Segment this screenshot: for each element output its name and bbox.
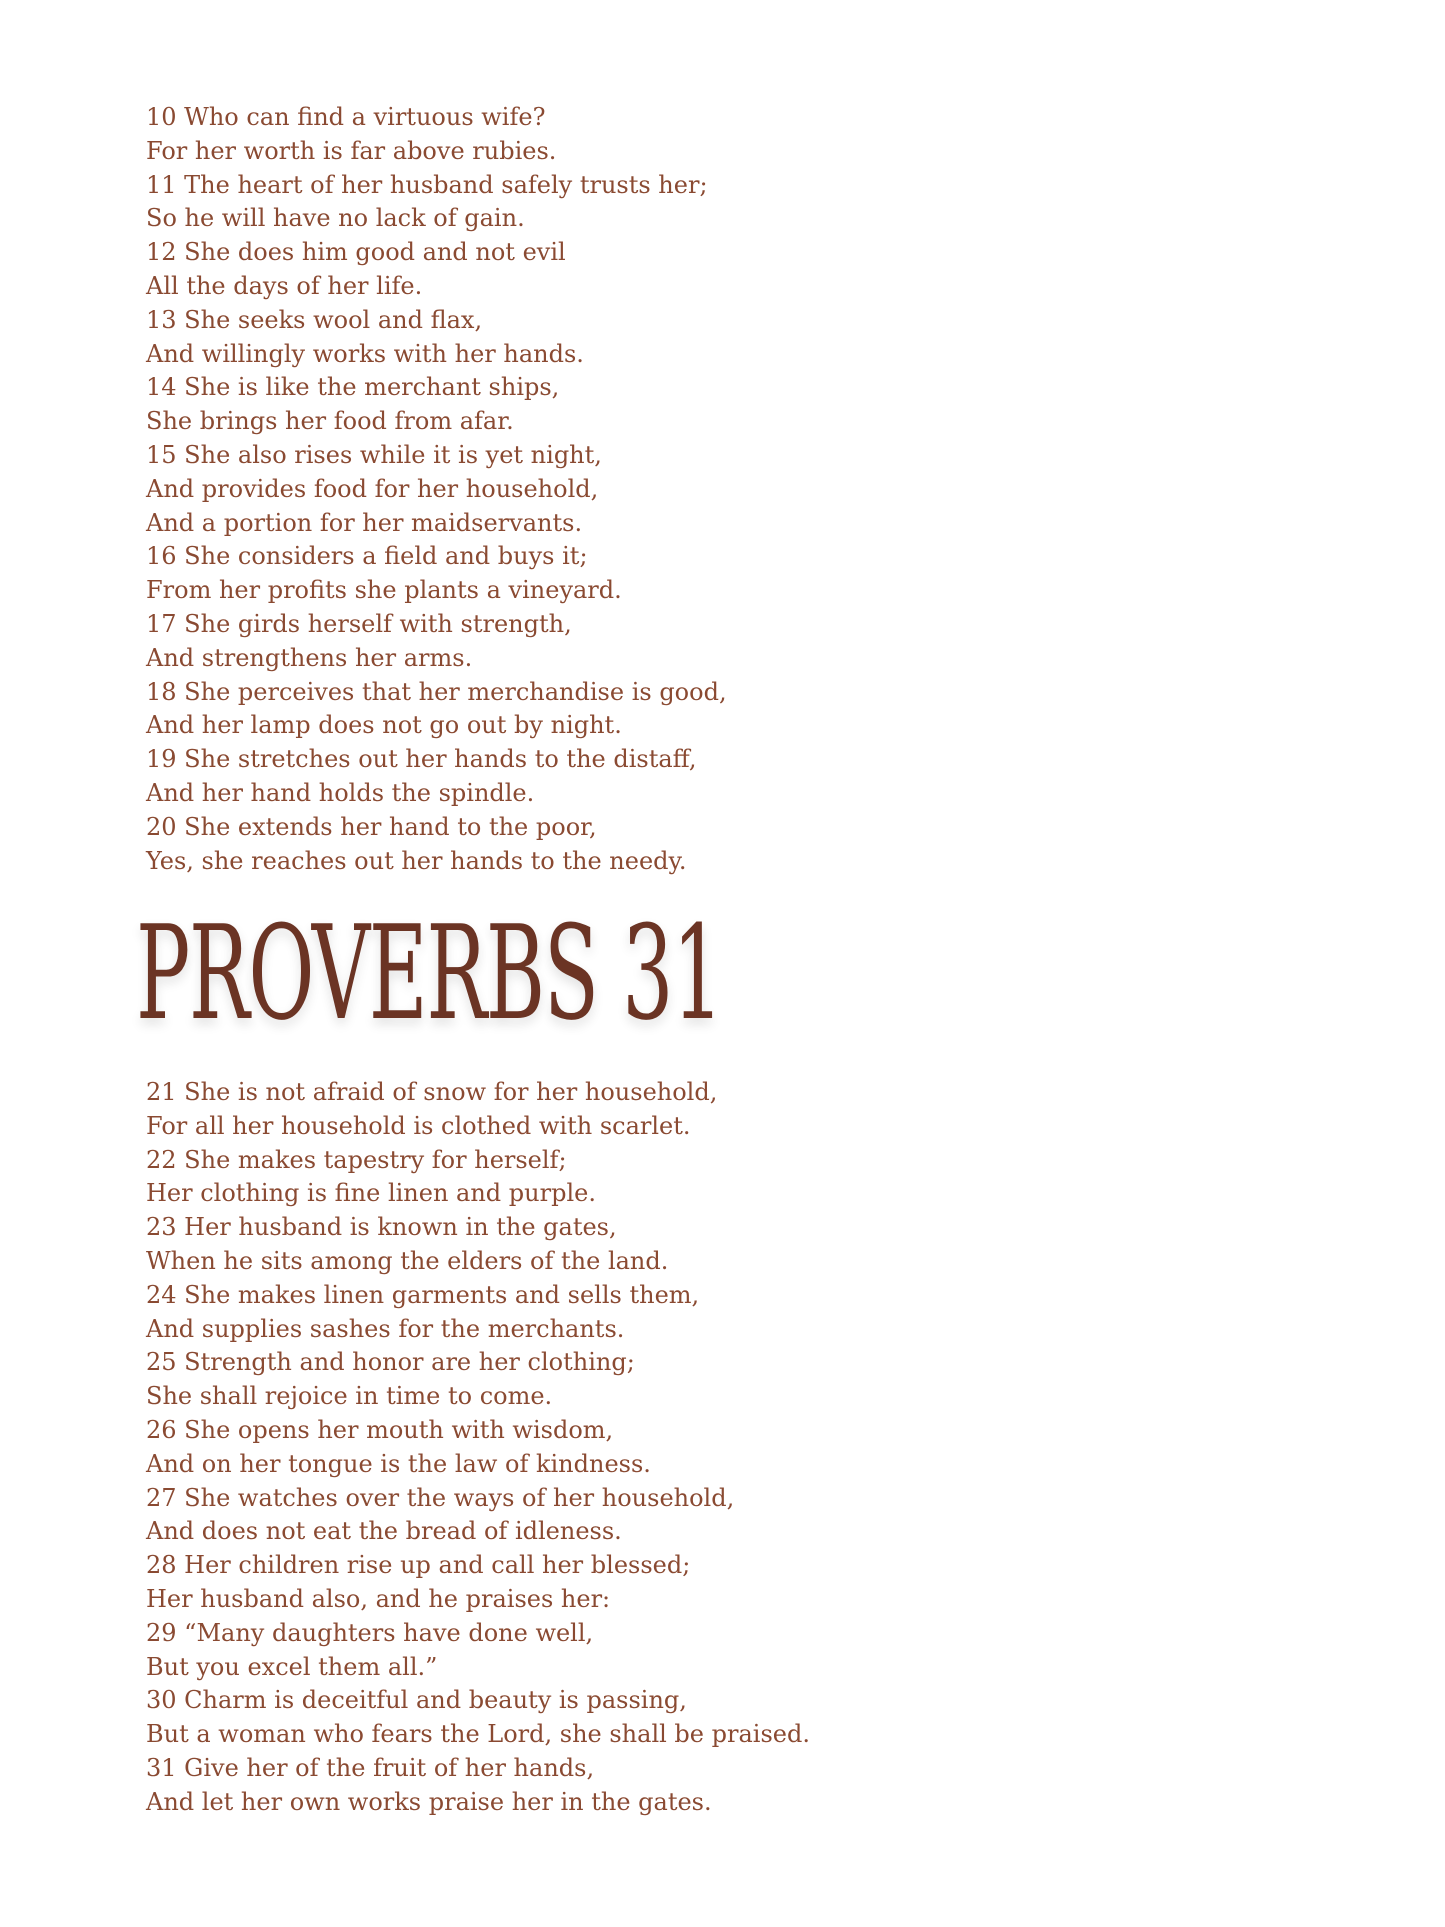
verse-line: 23 Her husband is known in the gates, <box>146 1213 617 1242</box>
verse-line: 20 She extends her hand to the poor, <box>146 812 597 841</box>
verse-line: 13 She seeks wool and flax, <box>146 305 483 334</box>
verse-line: Yes, she reaches out her hands to the needy. <box>146 846 687 875</box>
verse-line: 11 The heart of her husband safely trusts her; <box>146 170 708 199</box>
verse-line: 21 She is not afraid of snow for her household, <box>146 1078 718 1106</box>
verse-line: 27 She watches over the ways of her household, <box>146 1483 735 1512</box>
verse-line: 14 She is like the merchant ships, <box>146 373 560 402</box>
verse-line: And provides food for her household, <box>146 474 599 503</box>
verse-line: From her profits she plants a vineyard. <box>146 576 622 605</box>
verse-line: Her husband also, and he praises her: <box>146 1584 611 1613</box>
verse-line: 26 She opens her mouth with wisdom, <box>146 1415 614 1444</box>
verse-line: When he sits among the elders of the land. <box>146 1246 669 1275</box>
verse-line: 30 Charm is deceitful and beauty is passing, <box>146 1686 687 1715</box>
verse-line: And does not eat the bread of idleness. <box>146 1517 622 1546</box>
verse-line: 28 Her children rise up and call her blessed; <box>146 1551 691 1580</box>
verse-line: And on her tongue is the law of kindness. <box>146 1449 651 1478</box>
verse-line: 22 She makes tapestry for herself; <box>146 1145 567 1174</box>
page-title: PROVERBS 31 <box>136 897 723 1049</box>
verse-line: 18 She perceives that her merchandise is good, <box>146 677 727 706</box>
verse-line: But you excel them all.” <box>146 1652 438 1681</box>
verse-line: And strengthens her arms. <box>146 643 473 672</box>
verse-line: 24 She makes linen garments and sells them, <box>146 1280 700 1309</box>
verse-line: 29 “Many daughters have done well, <box>146 1618 594 1647</box>
verse-line: She brings her food from afar. <box>146 407 514 436</box>
verses-block-top <box>146 101 727 878</box>
verse-line: And willingly works with her hands. <box>146 339 584 368</box>
verse-line: 25 Strength and honor are her clothing; <box>146 1348 635 1377</box>
verse-line: And her lamp does not go out by night. <box>146 711 622 740</box>
verse-line: And let her own works praise her in the gates. <box>146 1787 712 1816</box>
verse-line: 19 She stretches out her hands to the distaff, <box>146 745 697 774</box>
verse-line: And a portion for her maidservants. <box>146 508 583 537</box>
verse-line: 16 She considers a field and buys it; <box>146 542 588 571</box>
verse-line: All the days of her life. <box>146 271 423 300</box>
verses-block-bottom <box>146 1076 810 1820</box>
verse-line: 12 She does him good and not evil <box>146 238 566 267</box>
verse-line: 17 She girds herself with strength, <box>146 609 572 638</box>
verse-line: And her hand holds the spindle. <box>146 778 535 807</box>
verse-line: She shall rejoice in time to come. <box>146 1382 553 1411</box>
verse-line: So he will have no lack of gain. <box>146 204 525 233</box>
verse-line: But a woman who fears the Lord, she shall be praised. <box>146 1720 810 1749</box>
verse-line: 15 She also rises while it is yet night, <box>146 440 602 469</box>
verse-line: For all her household is clothed with scarlet. <box>146 1111 691 1140</box>
verse-line: Her clothing is fine linen and purple. <box>146 1179 596 1208</box>
verse-line: 31 Give her of the fruit of her hands, <box>146 1753 595 1782</box>
verse-line: For her worth is far above rubies. <box>146 136 557 165</box>
verse-line: And supplies sashes for the merchants. <box>146 1314 625 1343</box>
verse-line: 10 Who can find a virtuous wife? <box>146 103 546 131</box>
